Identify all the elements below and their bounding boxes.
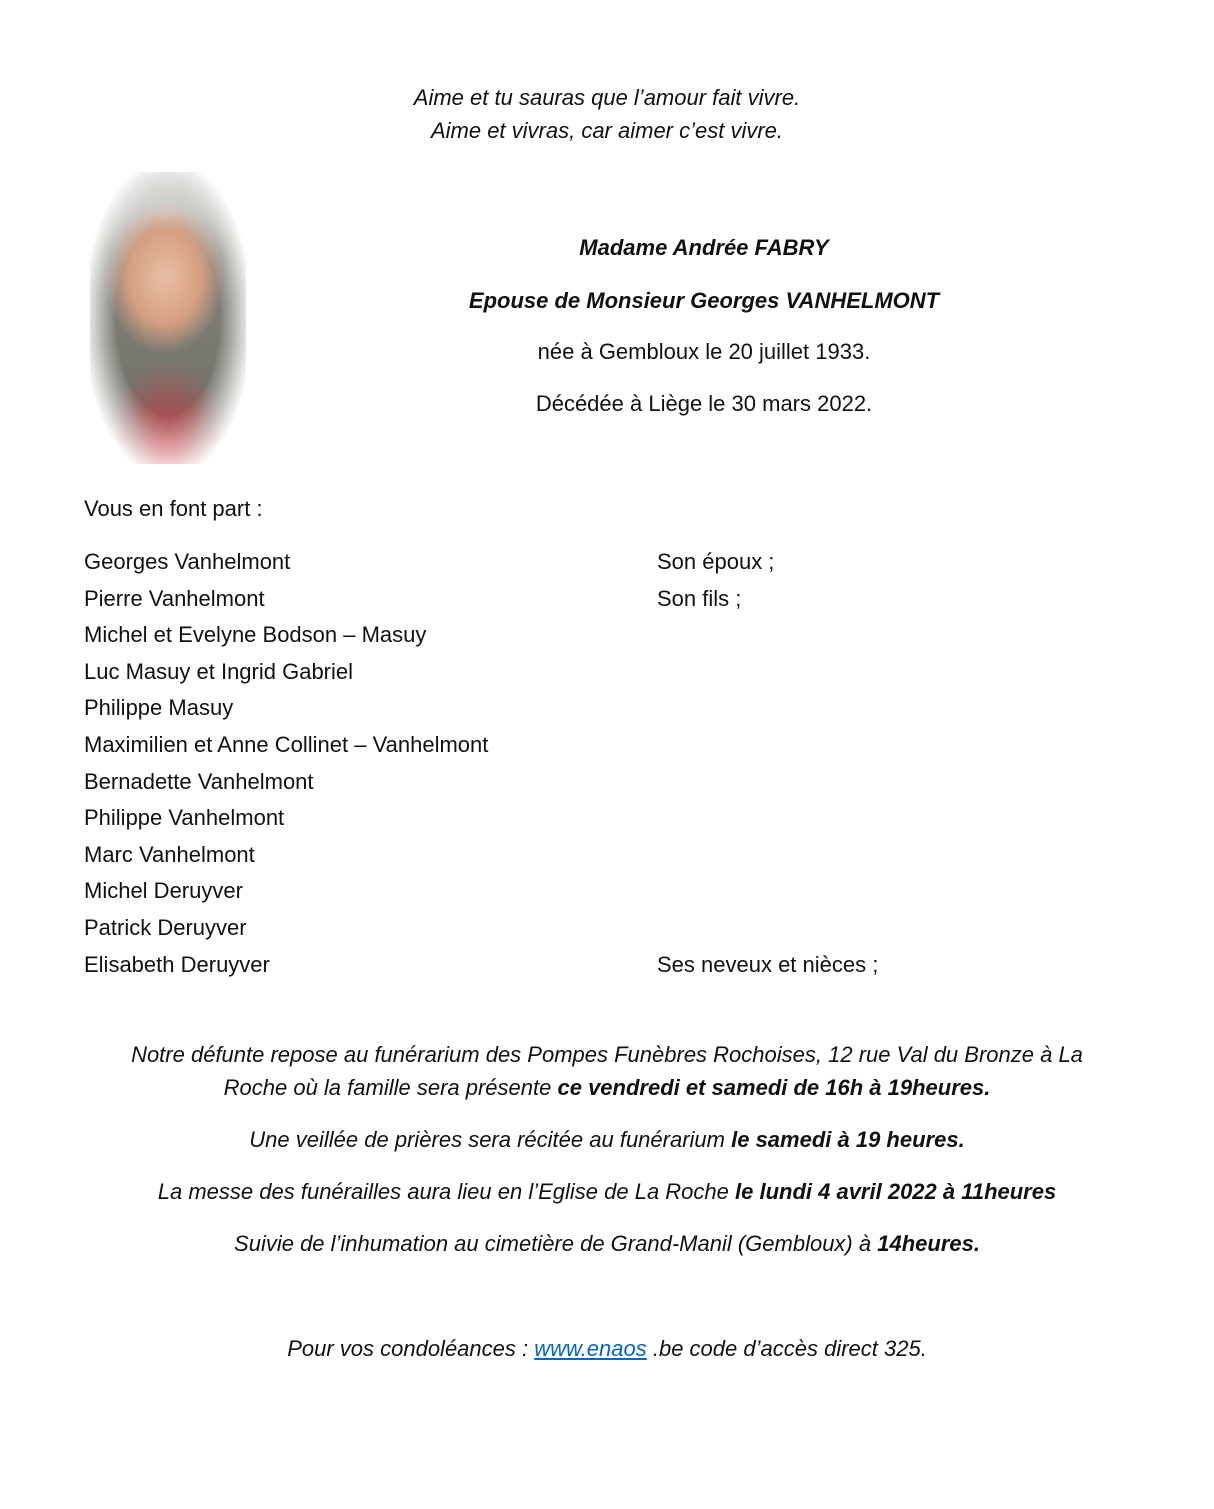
condolences-line (0, 1335, 1214, 1363)
notice-1-bold: ce vendredi et samedi de 16h à 19heures. (557, 1075, 991, 1100)
notice-4-bold: 14heures. (877, 1231, 980, 1256)
birth-line: née à Gembloux le 20 juillet 1933. (537, 339, 871, 364)
notice-3-text: La messe des funérailles aura lieu en l’Eglise de La Roche (157, 1179, 735, 1204)
family-member-name: Elisabeth Deruyver (84, 951, 270, 977)
family-member-name: Marc Vanhelmont (84, 841, 255, 867)
family-relation: Son fils ; (657, 585, 742, 611)
family-member-name: Patrick Deruyver (84, 915, 247, 940)
condolences-suffix: .be code d’accès direct 325. (646, 1336, 927, 1361)
notice-1-line-1: Notre défunte repose au funérarium des Pompes Funèbres Rochoises, 12 rue Val du Bronze à La (131, 1042, 1083, 1067)
notice-4-text: Suivie de l’inhumation au cimetière de Grand-Manil (Gembloux) à (234, 1231, 878, 1256)
intro-text: Vous en font part : (84, 496, 263, 521)
family-member-name: Bernadette Vanhelmont (84, 768, 314, 794)
notice-3-bold: le lundi 4 avril 2022 à 11heures (735, 1179, 1057, 1204)
family-member-name: Michel Deruyver (84, 878, 243, 904)
epigraph-line-2: Aime et vivras, car aimer c’est vivre. (430, 118, 784, 143)
notice-1-line-2 (0, 1074, 1214, 1102)
deceased-name: Madame Andrée FABRY (579, 235, 829, 260)
notice-4 (0, 1230, 1214, 1258)
family-member-name: Pierre Vanhelmont (84, 585, 265, 611)
notice-2-text: Une veillée de prières sera récitée au funérarium (249, 1127, 732, 1152)
death-line: Décédée à Liège le 30 mars 2022. (535, 391, 873, 416)
spouse-line: Epouse de Monsieur Georges VANHELMONT (468, 288, 940, 313)
family-member-name: Luc Masuy et Ingrid Gabriel (84, 658, 354, 684)
condolences-prefix: Pour vos condoléances : (287, 1336, 535, 1361)
epigraph-line-1: Aime et tu sauras que l’amour fait vivre. (413, 85, 801, 110)
family-member-name: Georges Vanhelmont (84, 549, 291, 574)
notice-2 (0, 1126, 1214, 1154)
notice-1-text: Roche où la famille sera présente (223, 1075, 558, 1100)
notice-3 (0, 1178, 1214, 1206)
condolences-link[interactable]: www.enaos (534, 1336, 647, 1361)
family-relation: Ses neveux et nièces ; (657, 951, 879, 977)
family-member-name: Philippe Masuy (84, 695, 234, 721)
family-member-name: Philippe Vanhelmont (84, 805, 285, 831)
notice-2-bold: le samedi à 19 heures. (731, 1127, 965, 1152)
family-relation: Son époux ; (657, 549, 775, 574)
portrait-photo (90, 172, 246, 464)
family-member-name: Maximilien et Anne Collinet – Vanhelmont (84, 732, 489, 757)
family-member-name: Michel et Evelyne Bodson – Masuy (84, 622, 427, 648)
